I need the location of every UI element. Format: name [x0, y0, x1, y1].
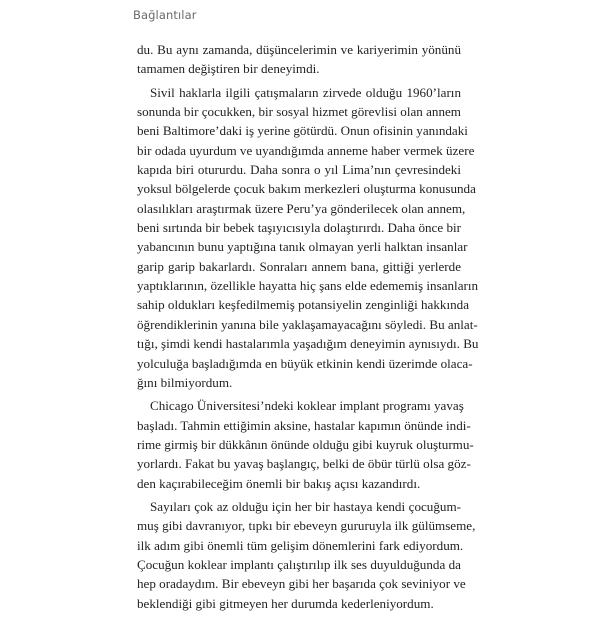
- text-line: du. Bu aynı zamanda, düşüncelerimin ve kariyerimin yönünü: [137, 42, 461, 57]
- text-line: başladı. Tahmin ettiğimin aksine, hastalar kapımın önünde indi-: [137, 417, 471, 433]
- text-line: Sivil haklarla ilgili çatışmaların zirvede olduğu 1960’ların: [150, 84, 461, 100]
- text-line: hep oradaydım. Bir ebeveyn gibi her başarıda çok seviniyor ve: [137, 576, 466, 592]
- paragraph: [137, 83, 479, 393]
- paragraph: [137, 497, 476, 613]
- text-line: olasılıkları araştırmak üzere Peru’ya gönderilecek olan annem,: [137, 200, 466, 216]
- text-line: beni Baltimore’daki iş yerine götürdü. Onun ofisinin yanındaki: [137, 123, 468, 139]
- text-line: muş gibi davranıyor, tıpkı bir ebeveyn gururuyla ilk gülümseme,: [137, 518, 476, 534]
- text-line: ğını bilmiyordum.: [137, 374, 233, 390]
- text-line: yoksul bölgelerde çocuk bakım merkezleri oluşturma konusunda: [137, 181, 476, 197]
- text-line: tamamen değiştiren bir deneyimdi.: [137, 61, 320, 77]
- paragraph: [137, 40, 461, 79]
- text-line: bir odada uyurdum ve uyandığımda anneme haber vermek üzere: [137, 142, 475, 158]
- text-line: Çocuğun koklear implantı çalıştırılıp ilk ses duyulduğunda da: [137, 556, 461, 572]
- text-line: sahip oldukları keşfedilmemiş potansiyelin zenginliği hakkında: [137, 297, 470, 313]
- text-line: yorlardı. Fakat bu yavaş başlangıç, belki de öbür türlü olsa göz-: [137, 456, 471, 472]
- text-line: yolculuğa başladığımda en büyük etkinin kendi üzerimde olaca-: [137, 355, 473, 371]
- text-line: yabancının bunu yaptığına tanık olmayan yerli halktan insanlar: [137, 239, 468, 255]
- text-line: rime girmiş bir dükkânın önünde olduğu gibi kuyruk oluşturmu-: [137, 436, 474, 452]
- text-line: Sayıları çok az olduğu için her bir hastaya kendi çocuğum-: [150, 498, 461, 514]
- text-line: tığı, şimdi kendi hastalarımla yaşadığım deneyimin aynısıydı. Bu: [137, 336, 479, 352]
- text-line: den kaçırabileceğim önemli bir bakış açısı kazandırdı.: [137, 475, 421, 491]
- body-text: [137, 40, 479, 617]
- text-line: sonunda bir çocukken, bir sosyal hizmet görevlisi olan annem: [137, 104, 461, 120]
- text-line: öğrendiklerinin yanına bile yaklaşamayacağını söyledi. Bu anlat-: [137, 316, 478, 332]
- text-line: kapıda biri otururdu. Daha sonra o yıl Lima’nın çevresindeki: [137, 162, 461, 178]
- text-line: garip garip bakarlardı. Sonraları annem bana, gittiği yerlerde: [137, 258, 461, 274]
- text-line: yaptıklarının, özellikle hayatta hiç şans elde edememiş insanların: [137, 278, 479, 294]
- text-line: beklendiği gibi gitmeyen her durumda kederleniyordum.: [137, 595, 434, 611]
- text-line: ilk adım gibi önemli tüm gelişim dönemlerini fark ediyordum.: [137, 537, 464, 553]
- text-line: beni sırtında bir bebek taşıyıcısıyla dolaştırırdı. Daha önce bir: [137, 220, 461, 236]
- text-line: Chicago Üniversitesi’ndeki koklear implant programı yavaş: [150, 398, 464, 414]
- running-head: Bağlantılar: [133, 8, 197, 22]
- paragraph: [137, 396, 474, 493]
